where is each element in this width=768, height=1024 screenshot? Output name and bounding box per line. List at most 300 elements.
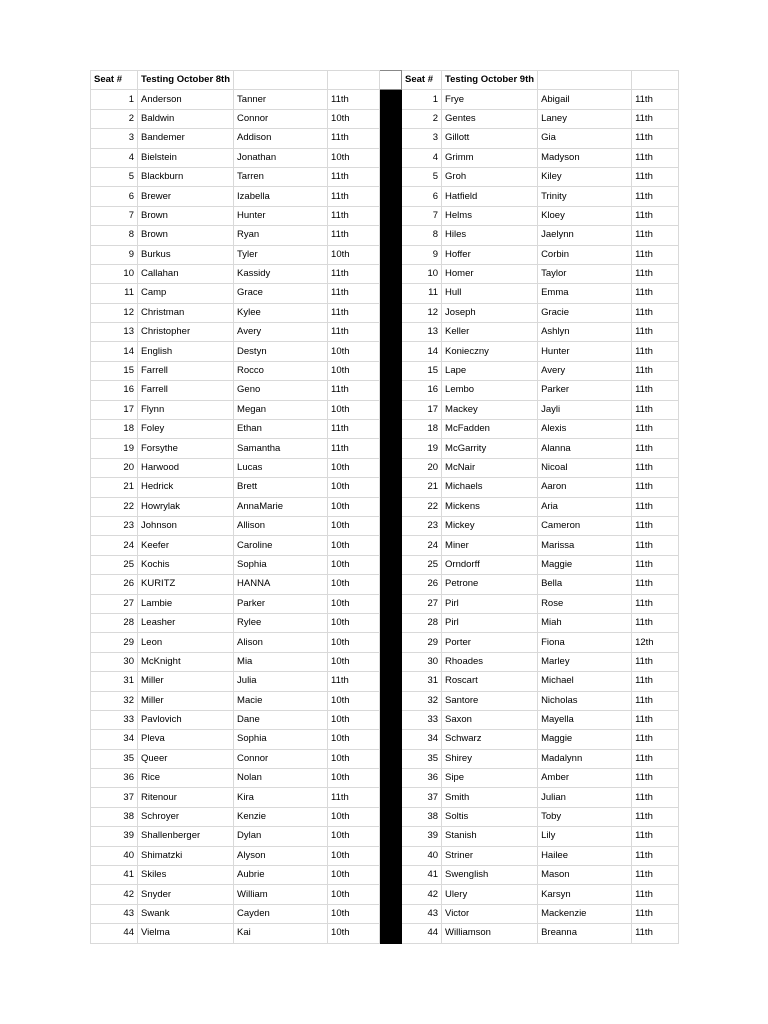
right-last-name: Roscart (442, 672, 538, 691)
right-last-name: Swenglish (442, 866, 538, 885)
table-row (91, 788, 679, 807)
table-row (91, 361, 679, 380)
left-last-name: KURITZ (138, 575, 234, 594)
left-grade: 10th (328, 652, 380, 671)
left-first-name: Connor (234, 109, 328, 128)
right-first-name: Amber (538, 769, 632, 788)
right-last-name: Keller (442, 323, 538, 342)
right-last-name: Grimm (442, 148, 538, 167)
right-grade: 11th (632, 807, 679, 826)
right-grade: 11th (632, 536, 679, 555)
left-seat-number: 3 (91, 129, 138, 148)
right-last-name: Lape (442, 361, 538, 380)
right-grade: 11th (632, 924, 679, 943)
right-seat-number: 12 (402, 303, 442, 322)
left-seat-number: 24 (91, 536, 138, 555)
left-last-name: Flynn (138, 400, 234, 419)
right-seat-number: 19 (402, 439, 442, 458)
right-seat-number: 24 (402, 536, 442, 555)
table-row (91, 478, 679, 497)
right-first-name: Trinity (538, 187, 632, 206)
left-seat-number: 15 (91, 361, 138, 380)
divider-cell (380, 846, 402, 865)
right-grade: 11th (632, 575, 679, 594)
right-seat-header: Seat # (402, 71, 442, 90)
left-grade: 11th (328, 284, 380, 303)
right-first-name: Kiley (538, 167, 632, 186)
table-row (91, 594, 679, 613)
divider-cell (380, 827, 402, 846)
right-first-name: Ashlyn (538, 323, 632, 342)
right-first-name: Marissa (538, 536, 632, 555)
left-grade: 10th (328, 109, 380, 128)
left-last-name: Pavlovich (138, 710, 234, 729)
right-seat-number: 44 (402, 924, 442, 943)
left-last-name: Leasher (138, 613, 234, 632)
left-grade: 11th (328, 303, 380, 322)
left-grade: 11th (328, 420, 380, 439)
right-first-name: Kloey (538, 206, 632, 225)
table-row (91, 148, 679, 167)
table-row (91, 866, 679, 885)
right-grade: 11th (632, 885, 679, 904)
divider-cell (380, 458, 402, 477)
right-grade: 11th (632, 129, 679, 148)
left-seat-number: 39 (91, 827, 138, 846)
seating-sheet (90, 70, 679, 944)
right-grade: 11th (632, 284, 679, 303)
right-last-name: Joseph (442, 303, 538, 322)
right-grade: 11th (632, 478, 679, 497)
right-last-name: Saxon (442, 710, 538, 729)
right-last-name: Homer (442, 264, 538, 283)
table-row (91, 672, 679, 691)
right-grade: 11th (632, 710, 679, 729)
divider-cell (380, 400, 402, 419)
right-seat-number: 14 (402, 342, 442, 361)
left-seat-number: 35 (91, 749, 138, 768)
left-seat-number: 1 (91, 90, 138, 109)
left-seat-number: 41 (91, 866, 138, 885)
right-last-name: Pirl (442, 613, 538, 632)
left-first-name: AnnaMarie (234, 497, 328, 516)
right-first-name: Jaelynn (538, 226, 632, 245)
right-first-name: Nicholas (538, 691, 632, 710)
right-grade: 11th (632, 206, 679, 225)
right-first-name: Jayli (538, 400, 632, 419)
left-first-name: Avery (234, 323, 328, 342)
divider-cell (380, 323, 402, 342)
left-seat-number: 12 (91, 303, 138, 322)
right-first-name: Cameron (538, 516, 632, 535)
left-seat-number: 37 (91, 788, 138, 807)
left-last-name: Rice (138, 769, 234, 788)
left-last-name: Johnson (138, 516, 234, 535)
left-first-name: Kira (234, 788, 328, 807)
left-first-name: Kylee (234, 303, 328, 322)
divider-cell (380, 478, 402, 497)
right-last-name: Soltis (442, 807, 538, 826)
table-row (91, 458, 679, 477)
right-first-name: Corbin (538, 245, 632, 264)
right-last-name: Rhoades (442, 652, 538, 671)
right-first-name: Abigail (538, 90, 632, 109)
right-grade: 11th (632, 866, 679, 885)
left-last-name: Bandemer (138, 129, 234, 148)
right-last-name: Porter (442, 633, 538, 652)
right-first-name: Rose (538, 594, 632, 613)
left-grade: 10th (328, 924, 380, 943)
left-first-name: Caroline (234, 536, 328, 555)
right-grade: 12th (632, 633, 679, 652)
right-last-name: Pirl (442, 594, 538, 613)
right-last-name: Smith (442, 788, 538, 807)
right-last-name: Sipe (442, 769, 538, 788)
left-seat-number: 14 (91, 342, 138, 361)
left-grade: 10th (328, 807, 380, 826)
left-first-name: Dylan (234, 827, 328, 846)
divider-cell (380, 226, 402, 245)
right-last-name: Gentes (442, 109, 538, 128)
left-last-name: Foley (138, 420, 234, 439)
right-first-name: Toby (538, 807, 632, 826)
left-first-name: Rylee (234, 613, 328, 632)
right-seat-number: 7 (402, 206, 442, 225)
left-last-name: Forsythe (138, 439, 234, 458)
left-last-name: Blackburn (138, 167, 234, 186)
left-grade: 10th (328, 749, 380, 768)
right-first-name: Mason (538, 866, 632, 885)
left-grade: 10th (328, 342, 380, 361)
table-row (91, 769, 679, 788)
divider-cell (380, 691, 402, 710)
left-first-name: Tarren (234, 167, 328, 186)
left-first-name: Megan (234, 400, 328, 419)
right-grade: 11th (632, 555, 679, 574)
divider-cell (380, 904, 402, 923)
right-last-name: Ulery (442, 885, 538, 904)
right-grade: 11th (632, 381, 679, 400)
right-grade: 11th (632, 420, 679, 439)
right-seat-number: 23 (402, 516, 442, 535)
right-grade: 11th (632, 439, 679, 458)
right-seat-number: 33 (402, 710, 442, 729)
table-row (91, 885, 679, 904)
table-row (91, 381, 679, 400)
table-row (91, 206, 679, 225)
left-grade: 10th (328, 885, 380, 904)
left-first-name: Alyson (234, 846, 328, 865)
right-first-name: Gia (538, 129, 632, 148)
table-row (91, 749, 679, 768)
table-row (91, 924, 679, 943)
left-grade: 10th (328, 497, 380, 516)
right-seat-number: 43 (402, 904, 442, 923)
left-first-name: Kai (234, 924, 328, 943)
right-first-name: Maggie (538, 730, 632, 749)
table-row (91, 245, 679, 264)
left-first-name: Destyn (234, 342, 328, 361)
right-seat-number: 35 (402, 749, 442, 768)
right-seat-number: 2 (402, 109, 442, 128)
table-row (91, 400, 679, 419)
table-row (91, 342, 679, 361)
left-last-name: Hedrick (138, 478, 234, 497)
right-grade: 11th (632, 303, 679, 322)
right-seat-number: 10 (402, 264, 442, 283)
left-grade: 10th (328, 846, 380, 865)
right-last-name: Konieczny (442, 342, 538, 361)
right-seat-number: 34 (402, 730, 442, 749)
right-seat-number: 41 (402, 866, 442, 885)
divider-cell (380, 769, 402, 788)
left-grade: 10th (328, 361, 380, 380)
left-grade: 10th (328, 536, 380, 555)
right-grade: 11th (632, 516, 679, 535)
right-last-name: Williamson (442, 924, 538, 943)
divider-cell (380, 264, 402, 283)
left-first-name: Alison (234, 633, 328, 652)
right-first-name: Miah (538, 613, 632, 632)
right-first-name: Breanna (538, 924, 632, 943)
right-last-name: Orndorff (442, 555, 538, 574)
right-first-name: Bella (538, 575, 632, 594)
left-first-name: HANNA (234, 575, 328, 594)
divider-cell (380, 303, 402, 322)
header-row (91, 71, 679, 90)
right-seat-number: 37 (402, 788, 442, 807)
left-last-name: Christopher (138, 323, 234, 342)
left-last-name: Anderson (138, 90, 234, 109)
left-seat-number: 7 (91, 206, 138, 225)
divider-cell (380, 90, 402, 109)
right-first-name: Avery (538, 361, 632, 380)
table-row (91, 187, 679, 206)
divider-cell (380, 807, 402, 826)
table-row (91, 691, 679, 710)
left-seat-number: 43 (91, 904, 138, 923)
left-grade: 10th (328, 769, 380, 788)
left-seat-number: 34 (91, 730, 138, 749)
table-row (91, 536, 679, 555)
right-first-name: Taylor (538, 264, 632, 283)
right-last-name: Striner (442, 846, 538, 865)
divider-cell (380, 866, 402, 885)
right-grade: 11th (632, 342, 679, 361)
right-last-name: Groh (442, 167, 538, 186)
left-last-name: Callahan (138, 264, 234, 283)
right-grade: 11th (632, 458, 679, 477)
divider-cell (380, 284, 402, 303)
left-grade: 10th (328, 866, 380, 885)
left-seat-number: 38 (91, 807, 138, 826)
right-grade: 11th (632, 594, 679, 613)
right-grade: 11th (632, 226, 679, 245)
left-grade: 11th (328, 206, 380, 225)
right-first-name: Aria (538, 497, 632, 516)
table-row (91, 420, 679, 439)
left-seat-number: 2 (91, 109, 138, 128)
right-title: Testing October 9th (442, 71, 538, 90)
table-row (91, 167, 679, 186)
right-seat-number: 3 (402, 129, 442, 148)
left-seat-header: Seat # (91, 71, 138, 90)
right-last-name: Helms (442, 206, 538, 225)
left-first-name: Addison (234, 129, 328, 148)
left-grade: 10th (328, 148, 380, 167)
left-seat-number: 19 (91, 439, 138, 458)
left-first-name: Grace (234, 284, 328, 303)
right-grade: 11th (632, 400, 679, 419)
table-row (91, 904, 679, 923)
right-last-name: Hull (442, 284, 538, 303)
left-grade: 10th (328, 575, 380, 594)
right-grade: 11th (632, 264, 679, 283)
divider-cell (380, 730, 402, 749)
table-row (91, 90, 679, 109)
right-last-name: Mackey (442, 400, 538, 419)
left-last-name: Miller (138, 691, 234, 710)
table-row (91, 633, 679, 652)
right-first-name: Laney (538, 109, 632, 128)
table-row (91, 323, 679, 342)
left-grade: 10th (328, 458, 380, 477)
left-seat-number: 11 (91, 284, 138, 303)
right-seat-number: 32 (402, 691, 442, 710)
right-seat-number: 21 (402, 478, 442, 497)
left-first-name: Parker (234, 594, 328, 613)
right-first-name: Alanna (538, 439, 632, 458)
left-last-name: Lambie (138, 594, 234, 613)
left-first-name: Brett (234, 478, 328, 497)
table-row (91, 516, 679, 535)
right-seat-number: 27 (402, 594, 442, 613)
left-grade: 11th (328, 226, 380, 245)
left-last-name: Pleva (138, 730, 234, 749)
right-seat-number: 31 (402, 672, 442, 691)
divider-cell (380, 555, 402, 574)
left-seat-number: 33 (91, 710, 138, 729)
left-last-name: Snyder (138, 885, 234, 904)
left-first-name: Julia (234, 672, 328, 691)
left-grade: 11th (328, 439, 380, 458)
right-last-name: Santore (442, 691, 538, 710)
right-last-name: Mickey (442, 516, 538, 535)
right-seat-number: 42 (402, 885, 442, 904)
left-first-name: Samantha (234, 439, 328, 458)
table-row (91, 497, 679, 516)
right-grade: 11th (632, 90, 679, 109)
left-seat-number: 20 (91, 458, 138, 477)
right-first-name: Maggie (538, 555, 632, 574)
left-seat-number: 40 (91, 846, 138, 865)
right-grade: 11th (632, 827, 679, 846)
right-last-name: McNair (442, 458, 538, 477)
right-grade: 11th (632, 730, 679, 749)
right-first-name: Karsyn (538, 885, 632, 904)
right-first-name: Hunter (538, 342, 632, 361)
right-first-name: Parker (538, 381, 632, 400)
right-first-name: Nicoal (538, 458, 632, 477)
left-seat-number: 23 (91, 516, 138, 535)
table-row (91, 827, 679, 846)
right-grade: 11th (632, 148, 679, 167)
right-seat-number: 5 (402, 167, 442, 186)
right-last-name: Petrone (442, 575, 538, 594)
right-last-name: Shirey (442, 749, 538, 768)
left-last-name: Kochis (138, 555, 234, 574)
left-seat-number: 32 (91, 691, 138, 710)
left-title: Testing October 8th (138, 71, 234, 90)
right-first-name: Mackenzie (538, 904, 632, 923)
left-first-name: Ryan (234, 226, 328, 245)
left-grade: 10th (328, 400, 380, 419)
right-first-name: Marley (538, 652, 632, 671)
table-row (91, 129, 679, 148)
right-last-name: Hoffer (442, 245, 538, 264)
right-seat-number: 18 (402, 420, 442, 439)
left-last-name: Vielma (138, 924, 234, 943)
left-grade: 10th (328, 516, 380, 535)
left-last-name: Harwood (138, 458, 234, 477)
divider-cell (380, 109, 402, 128)
left-first-name: Tyler (234, 245, 328, 264)
left-grade: 10th (328, 730, 380, 749)
table-row (91, 555, 679, 574)
table-row (91, 730, 679, 749)
table-row (91, 226, 679, 245)
left-last-name: Howrylak (138, 497, 234, 516)
right-seat-number: 25 (402, 555, 442, 574)
right-grade: 11th (632, 652, 679, 671)
left-grade: 10th (328, 904, 380, 923)
right-last-name: Frye (442, 90, 538, 109)
left-last-name: Skiles (138, 866, 234, 885)
right-seat-number: 20 (402, 458, 442, 477)
right-grade: 11th (632, 788, 679, 807)
divider-cell (380, 148, 402, 167)
divider-cell (380, 361, 402, 380)
left-grade: 11th (328, 90, 380, 109)
left-seat-number: 9 (91, 245, 138, 264)
table-row (91, 264, 679, 283)
empty-cell (632, 71, 679, 90)
divider-cell (380, 206, 402, 225)
left-last-name: Farrell (138, 381, 234, 400)
right-seat-number: 6 (402, 187, 442, 206)
right-first-name: Alexis (538, 420, 632, 439)
divider-cell (380, 167, 402, 186)
table-row (91, 303, 679, 322)
right-grade: 11th (632, 323, 679, 342)
right-grade: 11th (632, 904, 679, 923)
divider-cell (380, 516, 402, 535)
right-seat-number: 40 (402, 846, 442, 865)
left-seat-number: 16 (91, 381, 138, 400)
left-last-name: Bielstein (138, 148, 234, 167)
right-seat-number: 28 (402, 613, 442, 632)
right-last-name: Mickens (442, 497, 538, 516)
left-grade: 11th (328, 381, 380, 400)
seating-table (90, 70, 679, 944)
right-first-name: Mayella (538, 710, 632, 729)
left-seat-number: 25 (91, 555, 138, 574)
right-last-name: Stanish (442, 827, 538, 846)
left-seat-number: 44 (91, 924, 138, 943)
left-first-name: Sophia (234, 555, 328, 574)
left-first-name: Kenzie (234, 807, 328, 826)
left-grade: 10th (328, 594, 380, 613)
